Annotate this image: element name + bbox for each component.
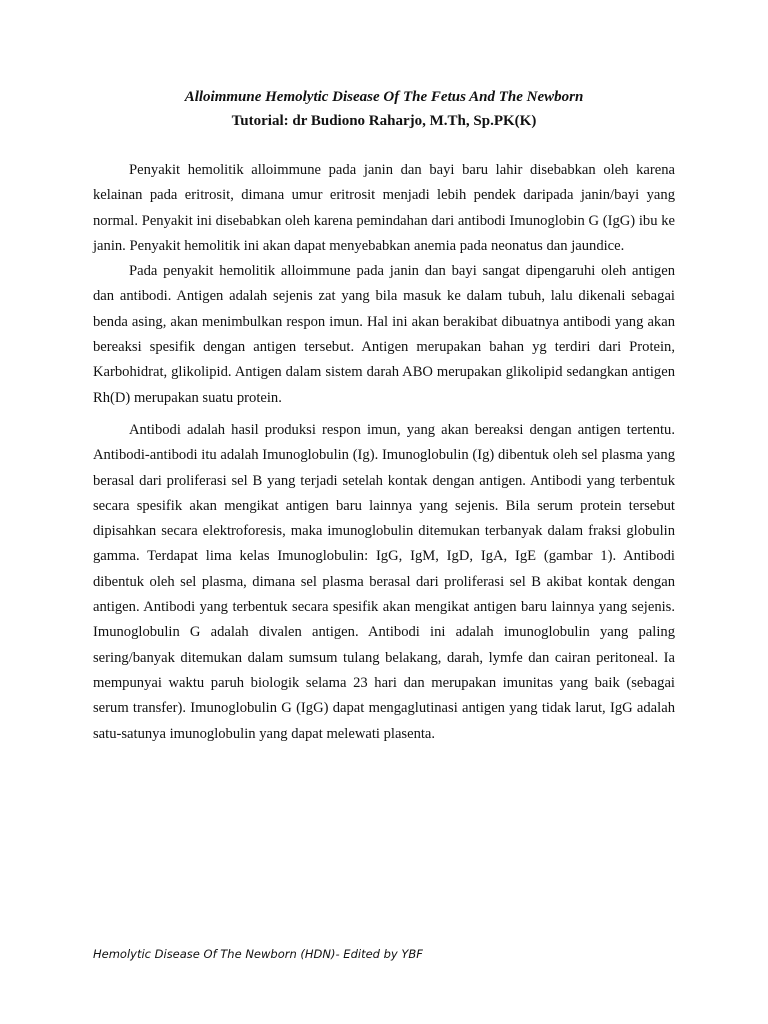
- document-subtitle: Tutorial: dr Budiono Raharjo, M.Th, Sp.PK(K): [231, 113, 537, 129]
- paragraph-introduction: Penyakit hemolitik alloimmune pada janin dan bayi baru lahir disebabkan oleh karena kelainan pada eritrosit, dimana umur eritrosit menjadi lebih pendek daripada janin/bayi yang normal. Penyakit ini disebabkan oleh karena pemindahan dari antibodi Imunoglobin G (IgG) ibu ke janin. Penyakit hemolitik ini akan dapat menyebabkan anemia pada neonatus dan jaundice.: [93, 162, 675, 254]
- paragraph-antibody: Antibodi adalah hasil produksi respon imun, yang akan bereaksi dengan antigen tertentu. Antibodi-antibodi itu adalah Imunoglobulin (Ig). Imunoglobulin (Ig) dibentuk oleh sel plasma yang berasal dari proliferasi sel B yang terjadi setelah kontak dengan antigen. Antibodi yang terbentuk secara spesifik akan mengikat antigen baru lainnya yang sejenis. Bila serum protein tersebut dipisahkan secara elektroforesis, maka imunoglobulin ditemukan terbanyak dalam fraksi globulin gamma. Terdapat lima kelas Imunoglobulin: IgG, IgM, IgD, IgA, IgE (gambar 1). Antibodi dibentuk oleh sel plasma, dimana sel plasma berasal dari proliferasi sel B akibat kontak dengan antigen. Antibodi yang terbentuk secara spesifik akan mengikat antigen baru lainnya yang sejenis. Imunoglobulin G adalah divalen antigen. Antibodi ini adalah imunoglobulin yang paling sering/banyak ditemukan dalam sumsum tulang belakang, darah, lymfe dan cairan peritoneal. Ia mempunyai waktu paruh biologik selama 23 hari dan merupakan imunitas yang baik (sebagai serum transfer). Imunoglobulin G (IgG) dapat mengaglutinasi antigen yang tidak larut, IgG adalah satu-satunya imunoglobulin yang dapat melewati plasenta.: [93, 421, 675, 742]
- document-title: Alloimmune Hemolytic Disease Of The Fetus And The Newborn: [184, 89, 584, 105]
- document-body: [93, 158, 675, 747]
- page-footer: Hemolytic Disease Of The Newborn (HDN)- Edited by YBF: [93, 947, 423, 961]
- paragraph-antigen: Pada penyakit hemolitik alloimmune pada janin dan bayi sangat dipengaruhi oleh antigen dan antibodi. Antigen adalah sejenis zat yang bila masuk ke dalam tubuh, lalu dikenali sebagai benda asing, akan menimbulkan respon imun. Hal ini akan berakibat dibuatnya antibodi yang akan bereaksi spesifik dengan antigen tersebut. Antigen merupakan bahan yg terdiri dari Protein, Karbohidrat, glikolipid. Antigen dalam sistem darah ABO merupakan glikolipid sedangkan antigen Rh(D) merupakan suatu protein.: [93, 263, 675, 406]
